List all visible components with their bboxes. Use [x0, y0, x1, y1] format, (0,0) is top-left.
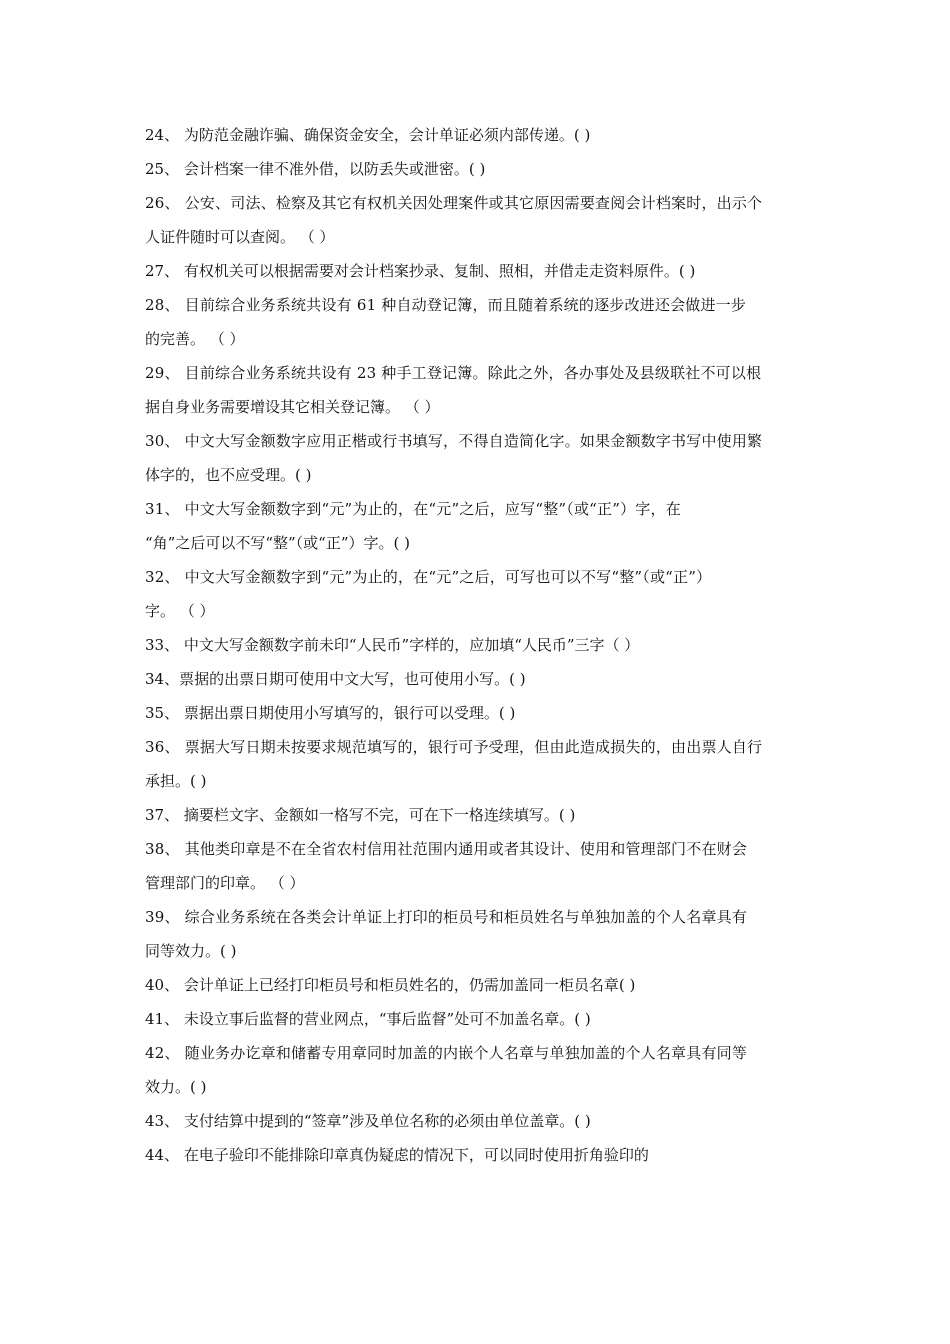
text-line: 字。 （ ） — [145, 602, 215, 620]
text-line: 承担。( ) — [145, 772, 207, 790]
text-line: 41、 未设立事后监督的营业网点，“事后监督”处可不加盖名章。( ) — [145, 1010, 591, 1028]
text-line: 同等效力。( ) — [145, 942, 237, 960]
text-line: 24、 为防范金融诈骗、确保资金安全，会计单证必须内部传递。( ) — [145, 126, 591, 144]
text-line: 44、 在电子验印不能排除印章真伪疑虑的情况下，可以同时使用折角验印的 — [145, 1146, 649, 1164]
text-line: 体字的，也不应受理。( ) — [145, 466, 312, 484]
text-line: 40、 会计单证上已经打印柜员号和柜员姓名的，仍需加盖同一柜员名章( ) — [145, 976, 636, 994]
text-line: 42、 随业务办讫章和储蓄专用章同时加盖的内嵌个人名章与单独加盖的个人名章具有同等 — [145, 1044, 748, 1062]
text-line: 27、 有权机关可以根据需要对会计档案抄录、复制、照相，并借走走资料原件。( ) — [145, 262, 696, 280]
text-line: 人证件随时可以查阅。 （ ） — [145, 228, 335, 246]
text-line: 34、票据的出票日期可使用中文大写，也可使用小写。( ) — [145, 670, 526, 688]
text-line: 37、 摘要栏文字、金额如一格写不完，可在下一格连续填写。( ) — [145, 806, 576, 824]
text-line: 32、 中文大写金额数字到“元”为止的，在“元”之后，可写也可以不写“整”（或“正”） — [145, 568, 712, 586]
document-body — [145, 118, 809, 1172]
text-line: 管理部门的印章。 （ ） — [145, 874, 305, 892]
text-line: 25、 会计档案一律不准外借，以防丢失或泄密。( ) — [145, 160, 486, 178]
text-line: 36、 票据大写日期未按要求规范填写的，银行可予受理，但由此造成损失的，由出票人自行 — [145, 738, 763, 756]
text-line: 据自身业务需要增设其它相关登记簿。 （ ） — [145, 398, 440, 416]
text-line: 43、 支付结算中提到的“签章”涉及单位名称的必须由单位盖章。( ) — [145, 1112, 591, 1130]
text-line: “角”之后可以不写“整”（或“正”）字。( ) — [145, 534, 410, 552]
text-line: 28、 目前综合业务系统共设有 61 种自动登记簿，而且随着系统的逐步改进还会做进一步 — [145, 296, 747, 314]
text-line: 38、 其他类印章是不在全省农村信用社范围内通用或者其设计、使用和管理部门不在财会 — [145, 840, 748, 858]
text-line: 31、 中文大写金额数字到“元”为止的，在“元”之后，应写“整”（或“正”）字，在 — [145, 500, 681, 518]
text-line: 的完善。 （ ） — [145, 330, 245, 348]
text-line: 26、 公安、司法、检察及其它有权机关因处理案件或其它原因需要查阅会计档案时，出示个 — [145, 194, 763, 212]
text-line: 39、 综合业务系统在各类会计单证上打印的柜员号和柜员姓名与单独加盖的个人名章具有 — [145, 908, 748, 926]
text-line: 35、 票据出票日期使用小写填写的，银行可以受理。( ) — [145, 704, 516, 722]
text-line: 30、 中文大写金额数字应用正楷或行书填写，不得自造简化字。如果金额数字书写中使用繁 — [145, 432, 763, 450]
text-line: 效力。( ) — [145, 1078, 207, 1096]
text-line: 33、 中文大写金额数字前未印“人民币”字样的，应加填“人民币”三字（ ） — [145, 636, 640, 654]
text-line: 29、 目前综合业务系统共设有 23 种手工登记簿。除此之外，各办事处及县级联社不可以根 — [145, 364, 762, 382]
